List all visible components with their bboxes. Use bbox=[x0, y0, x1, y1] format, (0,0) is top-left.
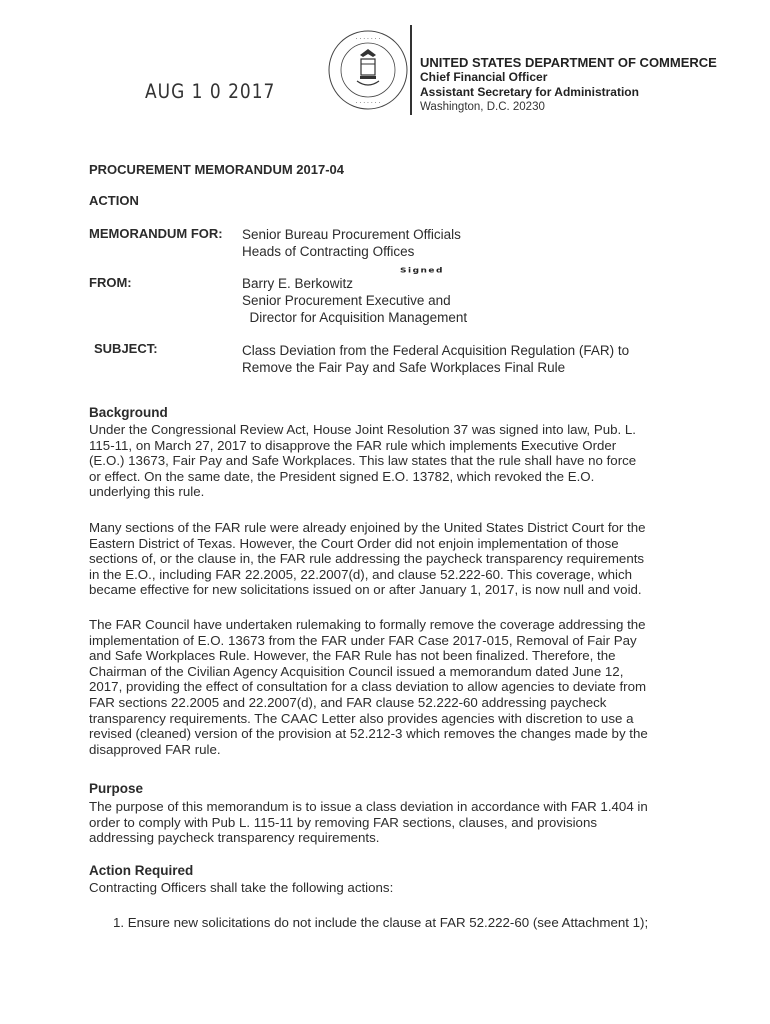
action-list-item: 1. Ensure new solicitations do not include the clause at FAR 52.222-60 (see Attachment 1); bbox=[113, 915, 649, 930]
text-line: became effective for new solicitations issued on or after January 1, 2017, is now null and void. bbox=[89, 582, 642, 598]
subject-line: Remove the Fair Pay and Safe Workplaces Final Rule bbox=[242, 360, 566, 375]
department-seal-logo bbox=[327, 29, 409, 111]
department-name: UNITED STATES DEPARTMENT OF COMMERCE bbox=[420, 55, 717, 70]
background-paragraph-3 bbox=[89, 617, 689, 757]
background-paragraph-1 bbox=[89, 422, 689, 500]
text-line: addressing paycheck transparency requirements. bbox=[89, 830, 380, 846]
subject-line: Class Deviation from the Federal Acquisition Regulation (FAR) to bbox=[242, 343, 630, 358]
text-line: underlying this rule. bbox=[89, 484, 205, 500]
text-line: Chairman of the Civilian Agency Acquisition Council issued a memorandum dated June 12, bbox=[89, 663, 624, 679]
subject-label: SUBJECT: bbox=[94, 341, 158, 356]
text-line: in the E.O., including FAR 22.2005, 22.2007(d), and clause 52.222-60. This coverage, which bbox=[89, 566, 633, 582]
text-line: transparency requirements. The CAAC Letter also provides agencies with discretion to use a bbox=[89, 710, 634, 726]
text-line: The FAR Council have undertaken rulemaking to formally remove the coverage addressing the bbox=[89, 617, 646, 632]
purpose-paragraph bbox=[89, 799, 689, 846]
subject-text bbox=[242, 342, 629, 376]
text-line: (E.O.) 13673, Fair Pay and Safe Workplaces. This law states that the rule shall have no force bbox=[89, 453, 637, 469]
from-label: FROM: bbox=[89, 275, 132, 290]
date-stamp: AUG 1 0 2017 bbox=[145, 80, 276, 104]
text-line: sections of, or the clause in, the FAR rule addressing the paycheck transparency requirements bbox=[89, 551, 645, 567]
office-line-1: Chief Financial Officer bbox=[420, 70, 548, 84]
text-line: order to comply with Pub L. 115-11 by removing FAR sections, clauses, and provisions bbox=[89, 814, 597, 830]
letterhead-divider bbox=[410, 25, 412, 115]
from-sender bbox=[242, 275, 467, 326]
sender-line: Director for Acquisition Management bbox=[242, 310, 468, 325]
text-line: or effect. On the same date, the President signed E.O. 13782, which revoked the E.O. bbox=[89, 468, 595, 484]
text-line: The purpose of this memorandum is to issue a class deviation in accordance with FAR 1.404 in bbox=[89, 799, 648, 814]
action-required-heading: Action Required bbox=[89, 863, 194, 878]
text-line: and Safe Workplaces Rule. However, the FAR Rule has not been finalized. Therefore, the bbox=[89, 648, 616, 664]
memo-title: PROCUREMENT MEMORANDUM 2017-04 bbox=[89, 162, 344, 177]
sender-line: Barry E. Berkowitz bbox=[242, 276, 354, 291]
memorandum-for-recipients bbox=[242, 226, 461, 260]
text-line: implementation of E.O. 13673 from the FAR under FAR Case 2017-015, Removal of Fair Pay bbox=[89, 632, 637, 648]
letterhead bbox=[420, 55, 717, 115]
office-line-2: Assistant Secretary for Administration bbox=[420, 85, 639, 99]
action-required-intro bbox=[89, 880, 689, 896]
background-heading: Background bbox=[89, 405, 168, 420]
svg-text:· · · · · · ·: · · · · · · · bbox=[355, 36, 381, 43]
text-line: Contracting Officers shall take the following actions: bbox=[89, 880, 394, 895]
purpose-heading: Purpose bbox=[89, 781, 144, 796]
text-line: Under the Congressional Review Act, House Joint Resolution 37 was signed into law, Pub. L. bbox=[89, 422, 636, 437]
background-paragraph-2 bbox=[89, 520, 689, 598]
svg-text:· · · · · · ·: · · · · · · · bbox=[355, 100, 381, 107]
text-line: Eastern District of Texas. However, the Court Order did not enjoin implementation of those bbox=[89, 535, 619, 551]
sender-line: Senior Procurement Executive and bbox=[242, 293, 451, 308]
text-line: Many sections of the FAR rule were already enjoined by the United States District Court for the bbox=[89, 520, 646, 535]
text-line: revised (cleaned) version of the provision at 52.212-3 which removes the changes made by the bbox=[89, 726, 648, 742]
office-address: Washington, D.C. 20230 bbox=[420, 101, 545, 113]
recipient-line: Senior Bureau Procurement Officials bbox=[242, 227, 461, 242]
action-label: ACTION bbox=[89, 193, 139, 208]
recipient-line: Heads of Contracting Offices bbox=[242, 244, 415, 259]
signed-stamp: Signed bbox=[400, 267, 444, 275]
text-line: 115-11, on March 27, 2017 to disapprove the FAR rule which implements Executive Order bbox=[89, 437, 617, 453]
memorandum-for-label: MEMORANDUM FOR: bbox=[89, 226, 223, 241]
text-line: 2017, providing the effect of consultation for a class deviation to allow agencies to deviate from bbox=[89, 679, 647, 695]
text-line: FAR sections 22.2005 and 22.2007(d), and FAR clause 52.222-60 addressing paycheck bbox=[89, 694, 607, 710]
text-line: disapproved FAR rule. bbox=[89, 741, 221, 757]
